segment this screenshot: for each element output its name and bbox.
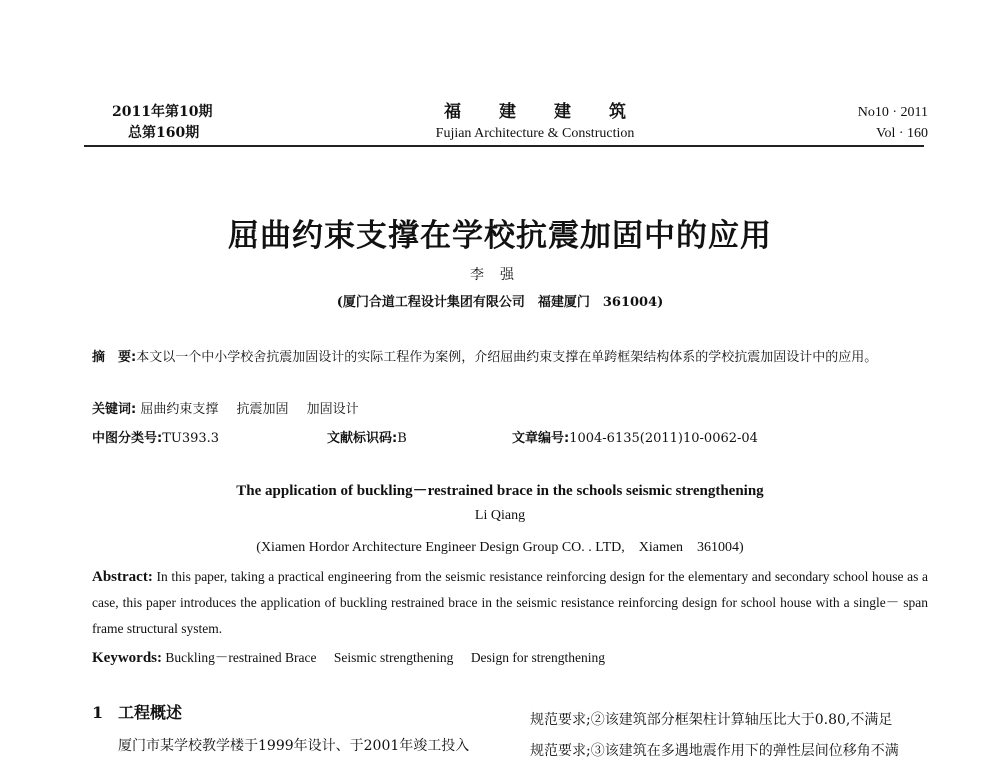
cn-keyword: 屈曲约束支撑 xyxy=(140,402,219,417)
no-line: No10 · 2011 xyxy=(857,105,928,120)
clc-number xyxy=(92,427,219,446)
issue-line-1: 2011年第10期 xyxy=(112,104,213,120)
journal-name-en: Fujian Architecture & Construction xyxy=(435,126,635,141)
doc-label: 文献标识码: xyxy=(327,431,398,446)
volume-info xyxy=(858,102,928,144)
english-author: Li Qiang xyxy=(474,508,526,523)
body-right-column xyxy=(530,705,930,767)
body-right-line: 规范要求;②该建筑部分框架柱计算轴压比大于0.80,不满足 xyxy=(530,712,893,728)
body-left-line: 厦门市某学校教学楼于1999年设计、于2001年竣工投入 xyxy=(118,738,470,754)
article-title: 屈曲约束支撑在学校抗震加固中的应用 xyxy=(228,218,772,254)
article-number-label: 文章编号: xyxy=(512,431,570,446)
section-number: 1 xyxy=(92,703,104,722)
journal-name xyxy=(400,100,670,144)
vol-line: Vol · 160 xyxy=(876,126,928,141)
english-keyword: Seismic strengthening xyxy=(333,650,454,665)
cn-keywords xyxy=(92,398,359,417)
english-abstract xyxy=(92,564,928,642)
issue-line-2: 总第160期 xyxy=(128,125,200,141)
english-affiliation: (Xiamen Hordor Architecture Engineer Design Group CO. . LTD, Xiamen 361004) xyxy=(256,540,744,555)
cn-keywords-label: 关键词: xyxy=(92,402,137,417)
journal-name-cn: 福建建筑 xyxy=(444,102,664,122)
doc-code xyxy=(327,427,407,446)
cn-keyword: 加固设计 xyxy=(306,402,359,417)
english-keyword: Buckling－restrained Brace xyxy=(165,650,317,665)
english-abstract-label: Abstract: xyxy=(92,569,153,585)
doc-value: B xyxy=(397,431,407,446)
article-number xyxy=(512,427,758,446)
clc-label: 中图分类号: xyxy=(92,431,163,446)
english-title: The application of buckling－restrained brace in the schools seismic strengthening xyxy=(236,483,764,499)
cn-abstract xyxy=(92,346,928,370)
article-author: 李强 xyxy=(470,267,530,283)
english-keyword: Design for strengthening xyxy=(470,650,606,665)
cn-abstract-label: 摘 要: xyxy=(92,350,137,365)
section-heading xyxy=(92,700,182,723)
issue-info xyxy=(112,102,212,144)
clc-value: TU393.3 xyxy=(162,431,220,446)
english-keywords xyxy=(92,646,605,667)
article-affiliation: (厦门合道工程设计集团有限公司 福建厦门 361004) xyxy=(336,295,664,310)
cn-keyword: 抗震加固 xyxy=(236,402,289,417)
section-title: 工程概述 xyxy=(118,703,183,722)
header-rule xyxy=(84,145,924,147)
english-abstract-text: In this paper, taking a practical engineering from the seismic resistance reinforcing design for the elementary and secondary school house as a case, this paper introduces the application of buckling restrained brace in the seismic resistance reinforcing design for school house with a single－ span frame structural system. xyxy=(92,569,928,636)
article-number-value: 1004-6135(2011)10-0062-04 xyxy=(569,431,758,446)
body-right-line: 规范要求;③该建筑在多遇地震作用下的弹性层间位移角不满 xyxy=(530,743,899,759)
english-keywords-label: Keywords: xyxy=(92,650,162,666)
cn-abstract-text: 本文以一个中小学校舍抗震加固设计的实际工程作为案例，介绍屈曲约束支撑在单跨框架结构体系的学校抗震加固设计中的应用。 xyxy=(136,350,878,365)
